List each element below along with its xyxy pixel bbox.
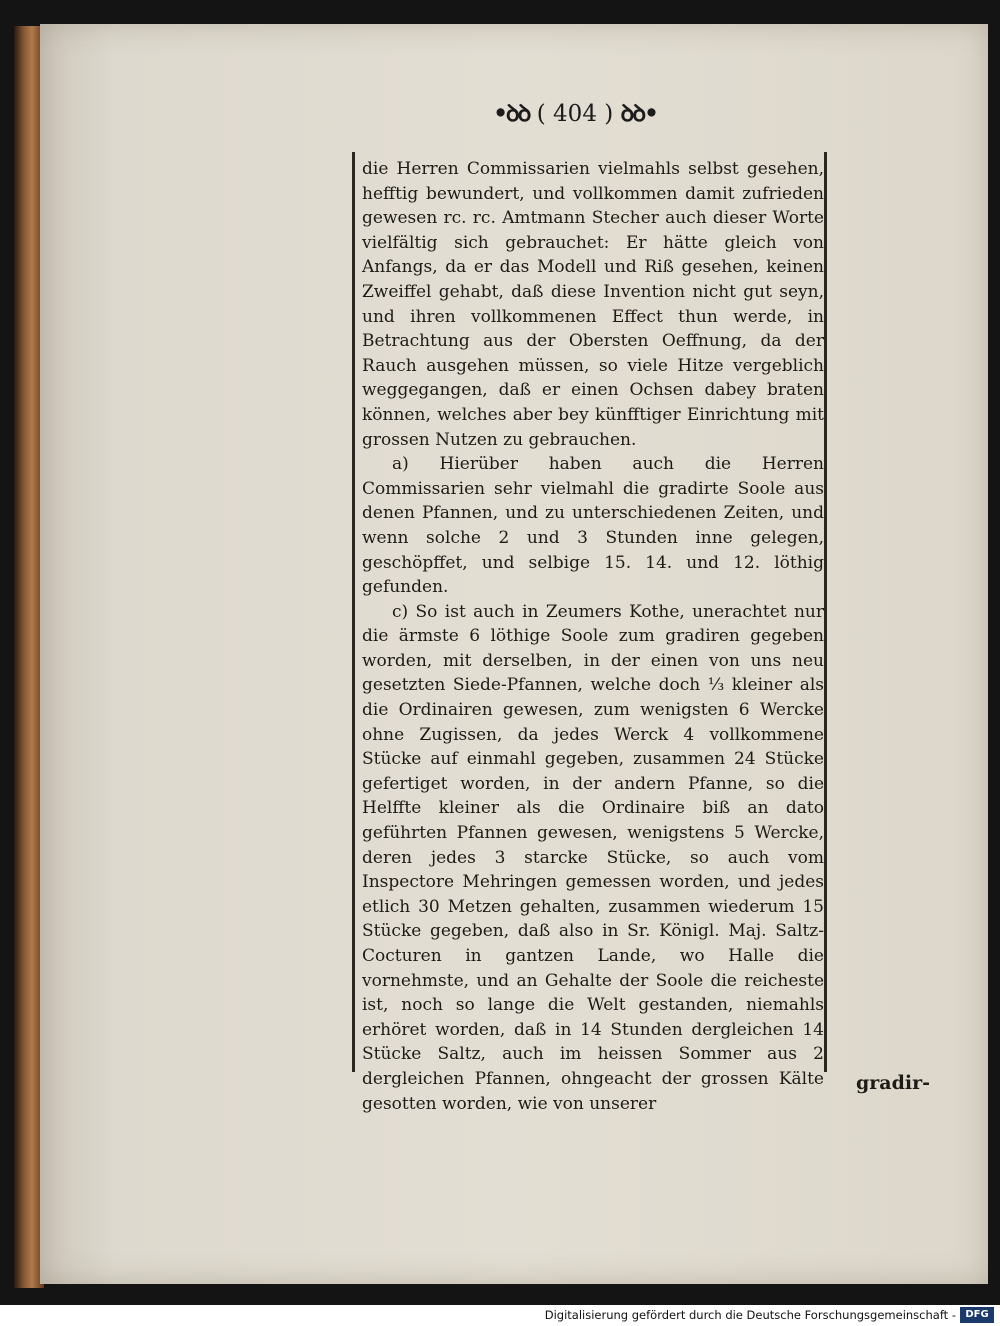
page-number: ( 404 )	[536, 101, 614, 127]
footer	[0, 1305, 1000, 1326]
body-text	[362, 157, 824, 1116]
catchword: gradir-	[856, 1072, 931, 1094]
right-margin-rule	[824, 152, 827, 1072]
page-header	[440, 96, 710, 128]
funding-notice: Digitalisierung gefördert durch die Deutsche Forschungsgemeinschaft -	[544, 1308, 956, 1322]
dfg-logo: DFG	[960, 1307, 994, 1323]
paragraph-3: c) So ist auch in Zeumers Kothe, unerachtet nur die ärmste 6 löthige Soole zum gradiren gegeben worden, mit derselben, in der einen von uns neu gesetzten Siede-Pfannen, welche doch ⅓ kleiner als die Ordinairen gewesen, zum wenigsten 6 Wercke ohne Zugissen, da jedes Werck 4 vollkommene Stücke auf einmahl gegeben, zusammen 24 Stücke gefertiget worden, in der andern Pfanne, so die Helffte kleiner als die Ordinaire biß an dato geführten Pfannen gewesen, wenigstens 5 Wercke, deren jedes 3 starcke Stücke, so auch vom Inspectore Mehringen gemessen worden, und jedes etlich 30 Metzen gehalten, zusammen wiederum 15 Stücke gegeben, daß also in Sr. Königl. Maj. Saltz-Cocturen in gantzen Lande, wo Halle die vornehmste, und an Gehalte der Soole die reicheste ist, noch so lange die Welt gestanden, niemahls erhöret worden, daß in 14 Stunden dergleichen 14 Stücke Saltz, auch im heissen Sommer aus 2 dergleichen Pfannen, ohngeacht der grossen Kälte gesotten worden, wie von unserer	[362, 601, 824, 1114]
paragraph-2: a) Hierüber haben auch die Herren Commissarien sehr vielmahl die gradirte Soole aus denen Pfannen, und zu unterschiedenen Zeiten, und wenn solche 2 und 3 Stunden inne gelegen, geschöpffet, und selbige 15. 14. und 12. löthig gefunden.	[362, 454, 824, 598]
paragraph-1: die Herren Commissarien vielmahls selbst gesehen, hefftig bewundert, und vollkommen damit zufrieden gewesen rc. rc. Amtmann Stecher auch dieser Worte vielfältig sich gebrauchet: Er hätte gleich von Anfangs, da er das Modell und Riß gesehen, keinen Zweiffel gehabt, daß diese Invention nicht gut seyn, und ihren vollkommenen Effect thun werde, in Betrachtung aus der Obersten Oeffnung, da der Rauch ausgehen müssen, so viele Hitze vergeblich weggegangen, daß er einen Ochsen dabey braten können, welches aber bey künfftiger Einrichtung mit grossen Nutzen zu gebrauchen.	[362, 159, 824, 450]
header-ornament-left: •ꝺꝺ	[493, 100, 530, 127]
header-ornament-right: ꝺꝺ•	[620, 100, 657, 127]
left-margin-rule	[352, 152, 355, 1072]
